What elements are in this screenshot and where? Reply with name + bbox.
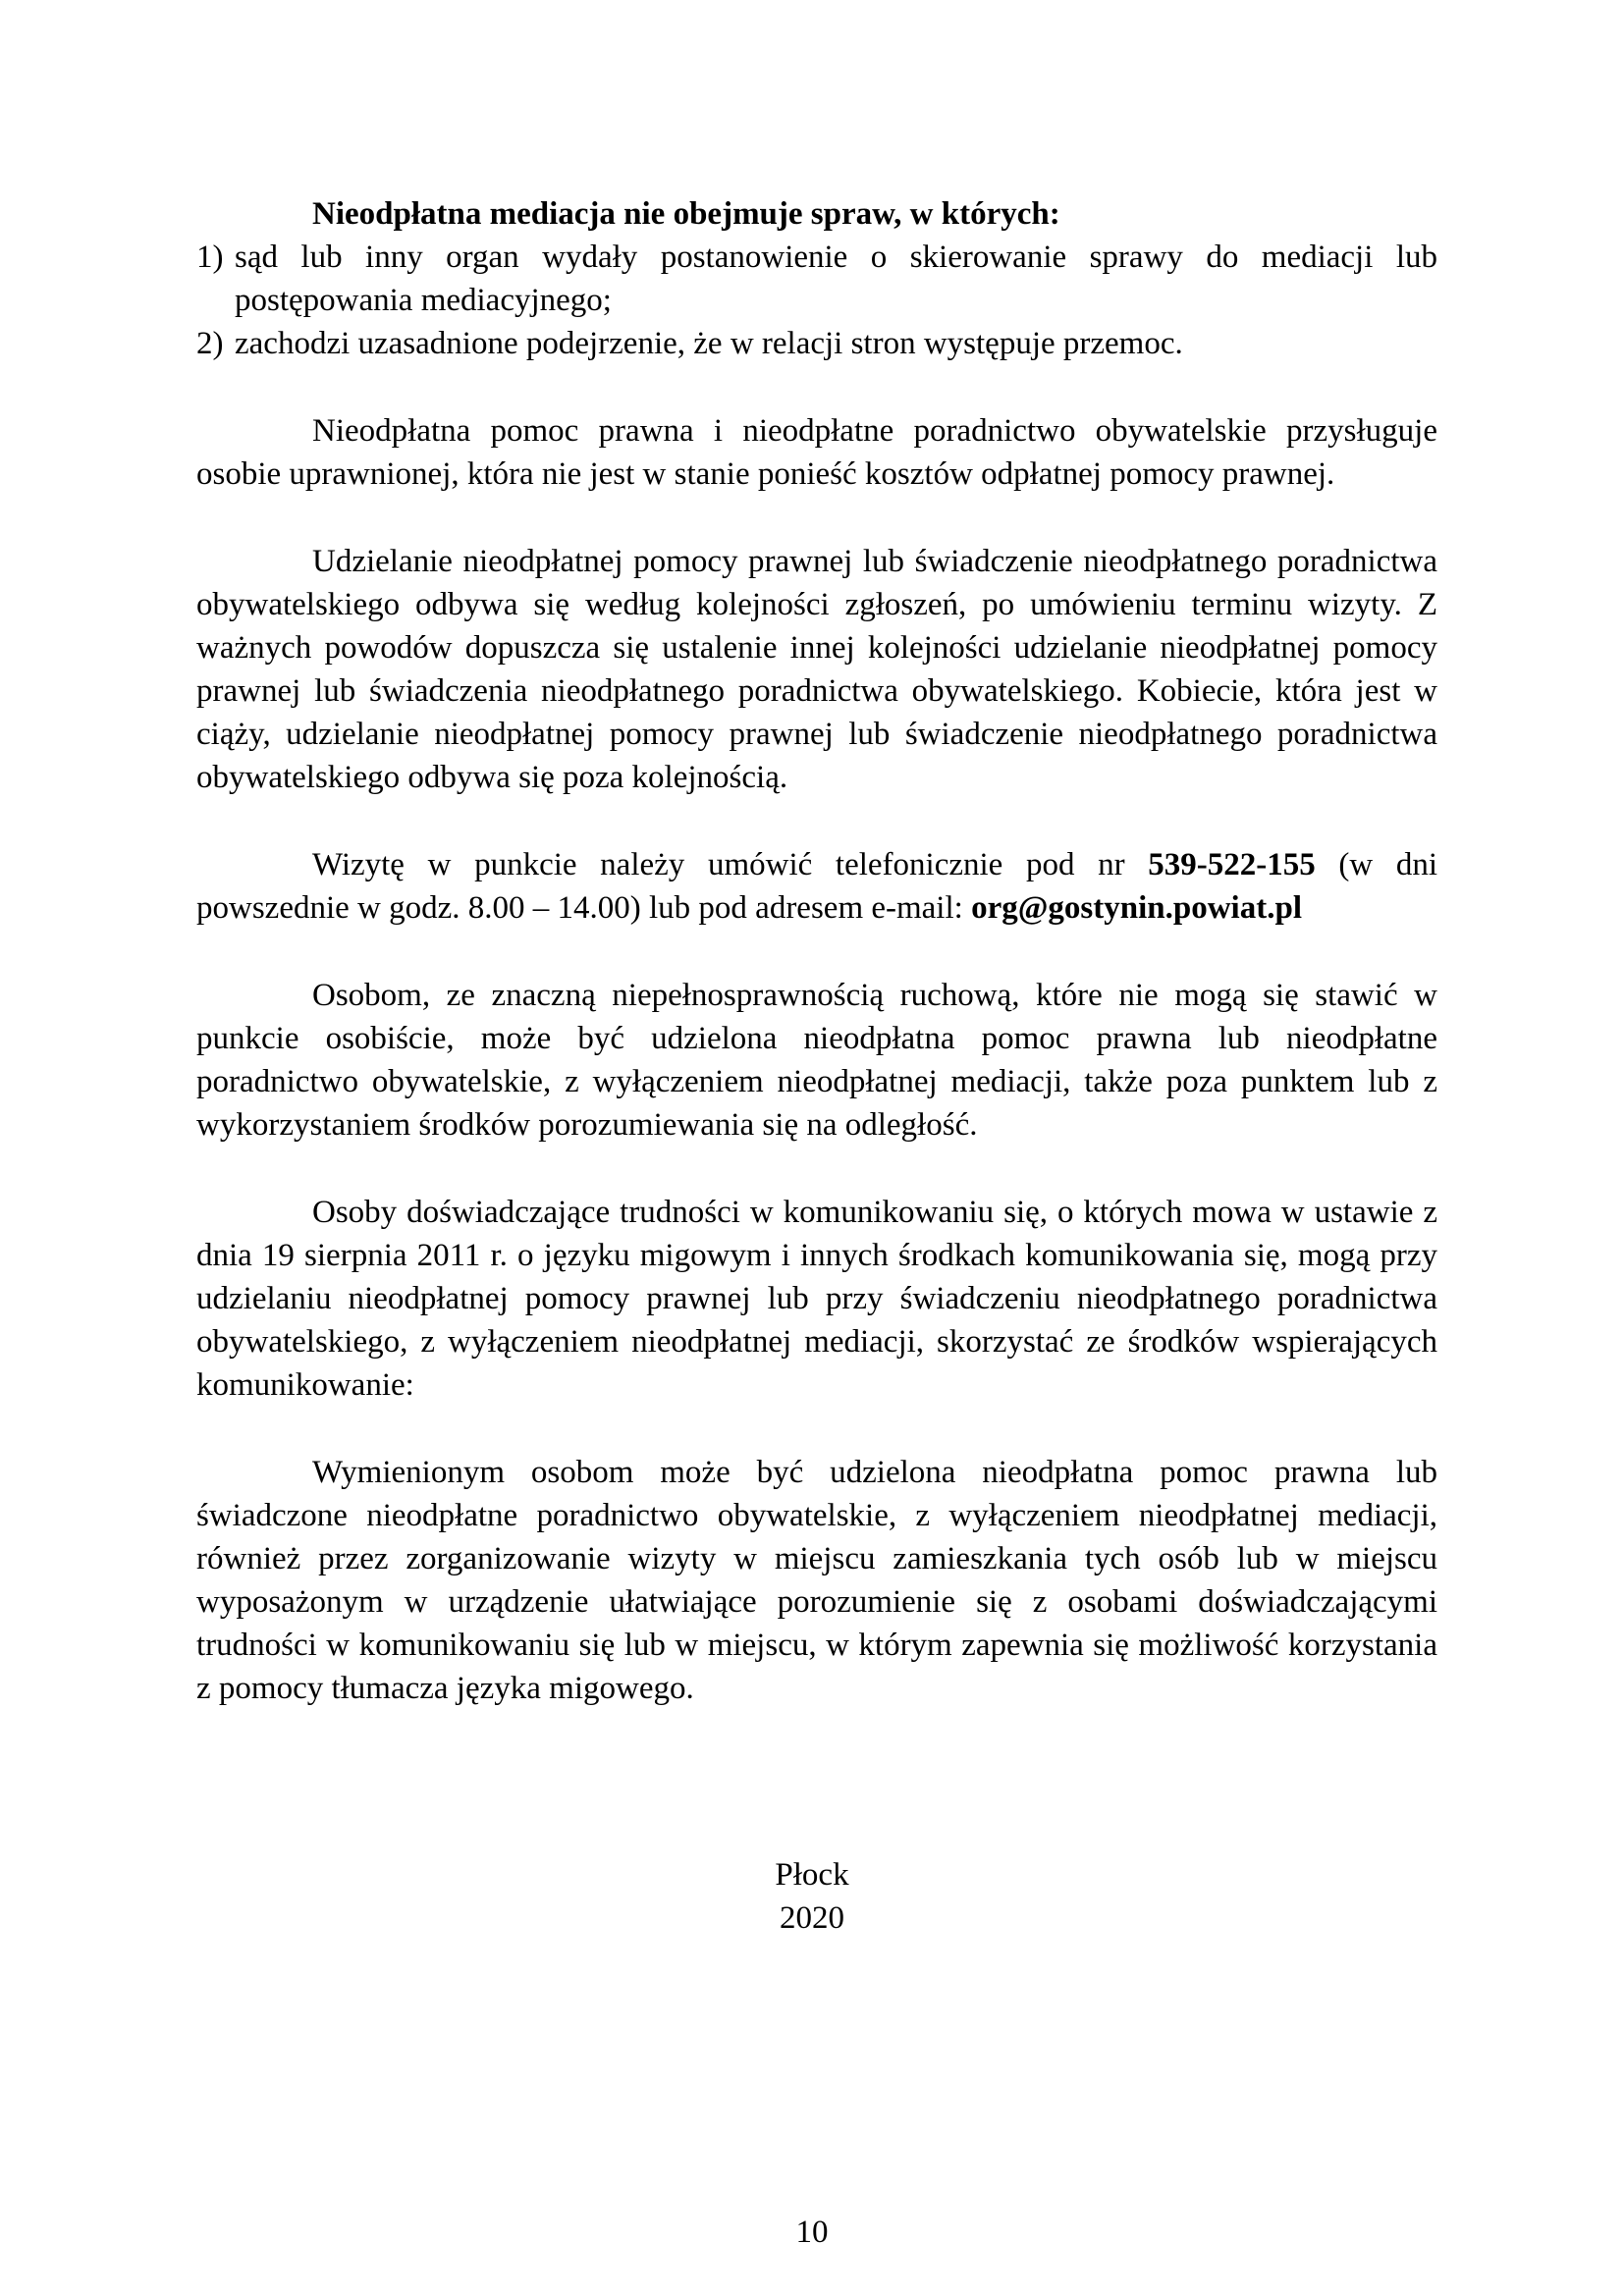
- list-item: [196, 236, 1437, 322]
- list-item-number: 2): [196, 326, 224, 361]
- signoff: [0, 1853, 1624, 1940]
- signoff-year: 2020: [780, 1900, 844, 1936]
- list-item-text: zachodzi uzasadnione podejrzenie, że w relacji stron występuje przemoc.: [235, 326, 1183, 361]
- paragraph-eligibility: Nieodpłatna pomoc prawna i nieodpłatne poradnictwo obywatelskie przysługuje osobie uprawnionej, która nie jest w stanie ponieść kosztów odpłatnej pomocy prawnej.: [196, 413, 1437, 492]
- appointment-text: Wizytę w punkcie należy umówić telefonicznie pod nr: [312, 847, 1149, 882]
- page-content: [196, 192, 1437, 1710]
- page-number: 10: [795, 2215, 829, 2250]
- appointment-hours-text: (w dni powszednie w godz. 8.00 – 14.00) lub pod adresem e-mail:: [196, 847, 1437, 926]
- signoff-place: Płock: [775, 1857, 849, 1893]
- list-item: [196, 322, 1437, 365]
- phone-number: 539-522-155: [1148, 847, 1316, 882]
- paragraph-appointment: [196, 843, 1437, 930]
- paragraph-home-visit: Wymienionym osobom może być udzielona nieodpłatna pomoc prawna lub świadczone nieodpłatne poradnictwo obywatelskie, z wyłączeniem nieodpłatnej mediacji, również przez zorganizowanie wizyty w miejscu zamieszkania tych osób lub w miejscu wyposażonym w urządzenie ułatwiające porozumienie się z osobami doświadczającymi trudności w komunikowaniu się lub w miejscu, w którym zapewnia się możliwość korzystania z pomocy tłumacza języka migowego.: [196, 1455, 1437, 1706]
- list-item-text: sąd lub inny organ wydały postanowienie o skierowanie sprawy do mediacji lub postępowania mediacyjnego;: [235, 240, 1437, 318]
- paragraph-communication-difficulties: Osoby doświadczające trudności w komunikowaniu się, o których mowa w ustawie z dnia 19 sierpnia 2011 r. o języku migowym i innych środkach komunikowania się, mogą przy udzielaniu nieodpłatnej pomocy prawnej lub przy świadczeniu nieodpłatnego poradnictwa obywatelskiego, z wyłączeniem nieodpłatnej mediacji, skorzystać ze środków wspierających komunikowanie:: [196, 1195, 1437, 1403]
- exclusions-list: [196, 236, 1437, 365]
- list-item-number: 1): [196, 240, 224, 275]
- paragraph-order-of-service: Udzielanie nieodpłatnej pomocy prawnej lub świadczenie nieodpłatnego poradnictwa obywatelskiego odbywa się według kolejności zgłoszeń, po umówieniu terminu wizyty. Z ważnych powodów dopuszcza się ustalenie innej kolejności udzielanie nieodpłatnej pomocy prawnej lub świadczenia nieodpłatnego poradnictwa obywatelskiego. Kobiecie, która jest w ciąży, udzielanie nieodpłatnej pomocy prawnej lub świadczenie nieodpłatnego poradnictwa obywatelskiego odbywa się poza kolejnością.: [196, 544, 1437, 795]
- paragraph-mobility-disability: Osobom, ze znaczną niepełnosprawnością ruchową, które nie mogą się stawić w punkcie osobiście, może być udzielona nieodpłatna pomoc prawna lub nieodpłatne poradnictwo obywatelskie, z wyłączeniem nieodpłatnej mediacji, także poza punktem lub z wykorzystaniem środków porozumiewania się na odległość.: [196, 978, 1437, 1143]
- email-address: org@gostynin.powiat.pl: [971, 890, 1302, 926]
- section-heading: Nieodpłatna mediacja nie obejmuje spraw, w których:: [312, 196, 1060, 232]
